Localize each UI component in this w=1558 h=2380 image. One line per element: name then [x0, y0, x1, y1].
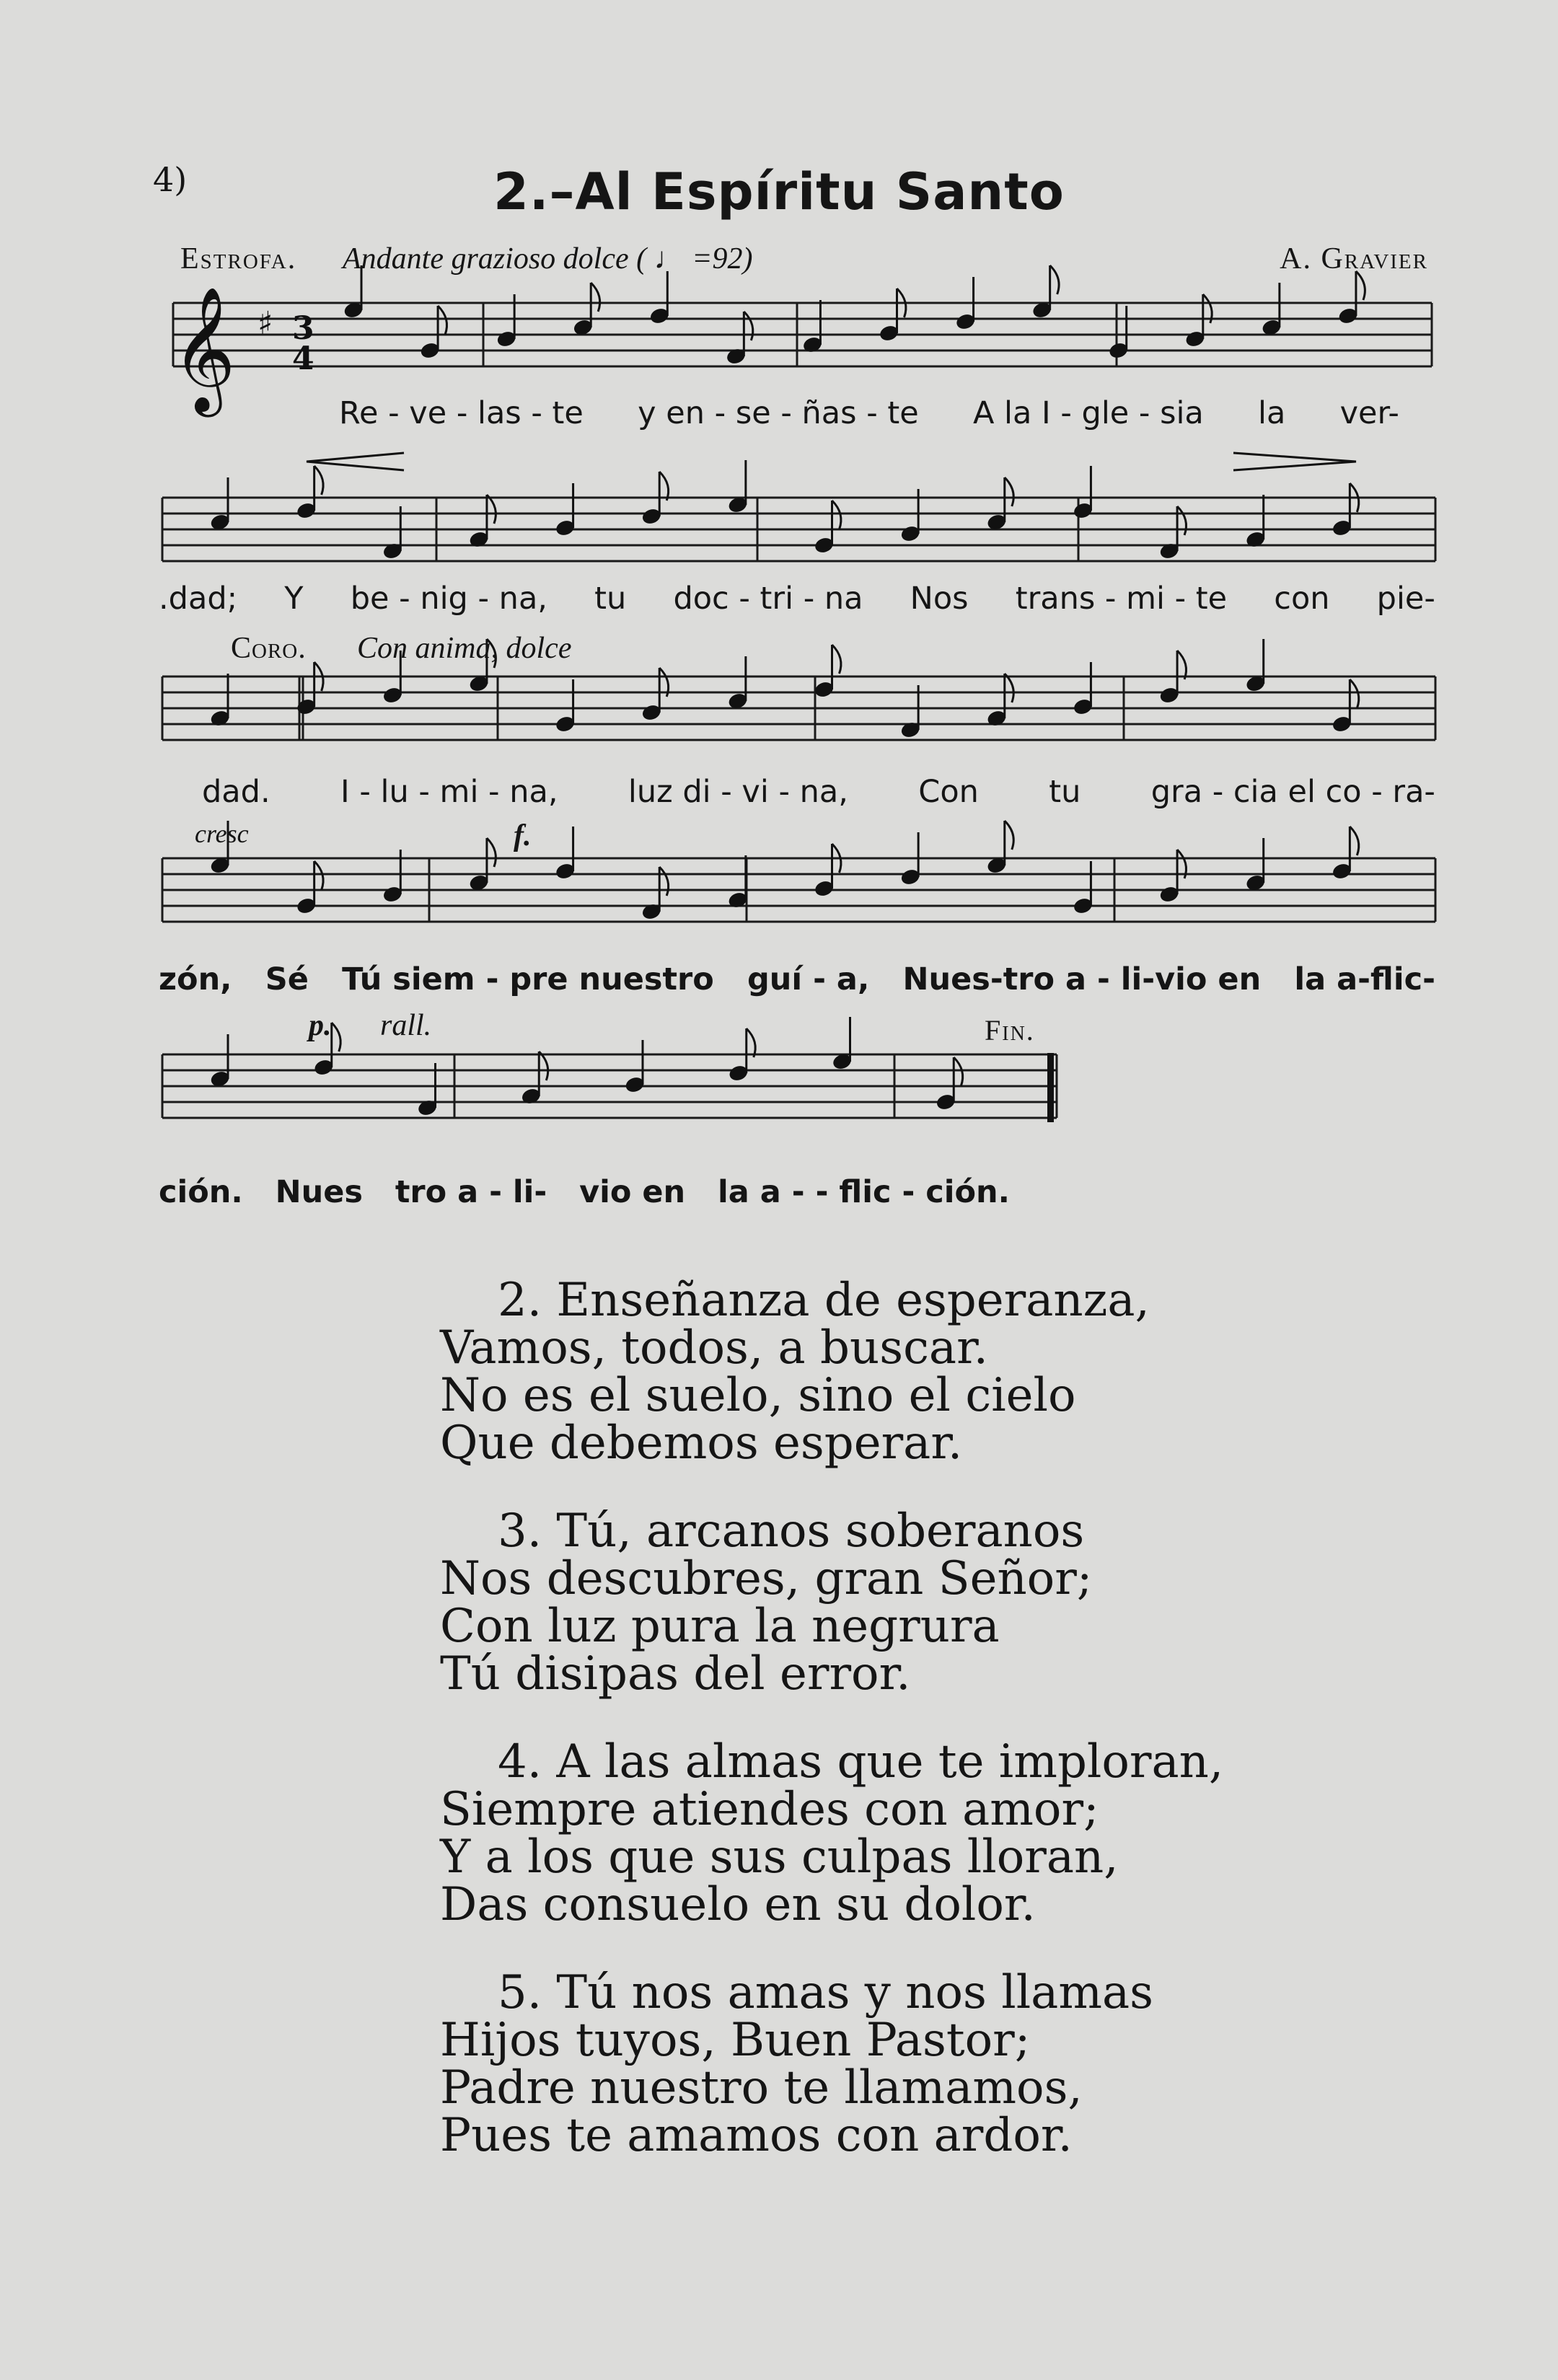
- lyric: Nues-tro a - li-vio en: [902, 961, 1262, 997]
- section-label: Estrofa.: [180, 242, 297, 276]
- sharp-icon: ♯: [258, 305, 273, 342]
- stanza: [440, 1274, 1223, 1470]
- time-signature-top: 3: [292, 310, 314, 347]
- note-flag: [1350, 827, 1358, 855]
- verse-line: Padre nuestro te llamamos,: [440, 2061, 1083, 2115]
- composer: A. Gravier: [1280, 242, 1428, 276]
- lyric: Y: [284, 581, 304, 617]
- note-flag: [744, 312, 752, 340]
- lyric: Con: [918, 774, 979, 810]
- lyric: tro a - li-: [395, 1174, 547, 1210]
- final-barline: [1047, 1053, 1054, 1122]
- song-title: 2.–Al Espíritu Santo: [493, 162, 1065, 221]
- lyrics-line-5: [159, 1174, 1010, 1210]
- note-flag: [1350, 679, 1358, 708]
- forte-marking: f.: [514, 819, 532, 852]
- verse-line: Y a los que sus culpas lloran,: [440, 1830, 1119, 1884]
- note-flag: [1177, 506, 1186, 535]
- lyric: pie-: [1376, 581, 1435, 617]
- note-flag: [1005, 674, 1013, 702]
- lyric: Nos: [910, 581, 969, 617]
- note-flag: [659, 867, 668, 896]
- verse-line: Pues te amamos con ardor.: [440, 2109, 1073, 2162]
- note-flag: [314, 466, 323, 495]
- verse-line: 5. Tú nos amas y nos llamas: [498, 1966, 1153, 2019]
- lyric: A la I - gle - sia: [972, 395, 1204, 431]
- note-flag: [832, 645, 841, 674]
- lyric: luz di - vi - na,: [628, 774, 848, 810]
- lyric: con: [1274, 581, 1330, 617]
- verse-line: 2. Enseñanza de esperanza,: [498, 1274, 1150, 1327]
- note-flag: [1177, 651, 1186, 679]
- lyric: dad.: [202, 774, 270, 810]
- lyric: tu: [594, 581, 627, 617]
- piano-marking: p.: [309, 1009, 332, 1042]
- stanza: [440, 1735, 1224, 1931]
- lyric: la: [1258, 395, 1286, 431]
- lyric: be - nig - na,: [350, 581, 547, 617]
- lyric: ción.: [159, 1174, 243, 1210]
- lyric: y en - se - ñas - te: [638, 395, 919, 431]
- tempo-marking: Andante grazioso dolce ( ♩ =92): [343, 242, 753, 276]
- note-flag: [954, 1057, 962, 1086]
- verse-line: Hijos tuyos, Buen Pastor;: [440, 2014, 1031, 2067]
- lyric: gra - cia el co - ra-: [1150, 774, 1435, 810]
- verses: [440, 1274, 1224, 2200]
- lyric: Sé: [265, 961, 309, 997]
- cresc-marking: cresc: [195, 819, 249, 848]
- lyric: la a-flic-: [1294, 961, 1435, 997]
- note-flag: [487, 495, 496, 524]
- verse-line: Das consuelo en su dolor.: [440, 1878, 1036, 1931]
- coro-marking: Con anima, dolce: [357, 632, 572, 665]
- decrescendo-hairpin: [1233, 453, 1356, 470]
- verse-line: Siempre atiendes con amor;: [440, 1783, 1099, 1836]
- lyric: tu: [1049, 774, 1081, 810]
- page-number: 4): [153, 160, 188, 199]
- note-flag: [332, 1023, 340, 1052]
- verse-line: Tú disipas del error.: [440, 1647, 911, 1701]
- lyrics-line-3: [202, 774, 1435, 810]
- crescendo-hairpin: [307, 453, 404, 470]
- note-flag: [832, 501, 841, 529]
- lyrics-line-1: [339, 395, 1399, 431]
- coro-label: Coro.: [231, 632, 307, 665]
- note-flag: [1356, 271, 1365, 300]
- lyric: Nues: [275, 1174, 363, 1210]
- note-flag: [487, 838, 496, 867]
- stanza: [440, 1504, 1223, 1701]
- note-flag: [438, 306, 446, 335]
- verse-line: Que debemos esperar.: [440, 1416, 963, 1470]
- verse-line: Con luz pura la negrura: [440, 1600, 1000, 1653]
- note-flag: [314, 861, 323, 890]
- lyric: la a - - flic - ción.: [718, 1174, 1010, 1210]
- lyric: Tú siem - pre nuestro: [342, 961, 714, 997]
- lyric: zón,: [159, 961, 232, 997]
- lyric: doc - tri - na: [673, 581, 863, 617]
- verse-line: 3. Tú, arcanos soberanos: [498, 1504, 1085, 1558]
- note-flag: [1050, 265, 1059, 294]
- time-signature-bottom: 4: [292, 340, 314, 377]
- note-flag: [747, 1028, 755, 1057]
- lyric: trans - mi - te: [1015, 581, 1228, 617]
- note-flag: [1005, 477, 1013, 506]
- lyrics-line-2: [159, 581, 1435, 617]
- verse-line: No es el suelo, sino el cielo: [440, 1369, 1076, 1422]
- lyric: vio en: [579, 1174, 686, 1210]
- lyric: .dad;: [159, 581, 238, 617]
- lyrics-line-4: [159, 961, 1435, 997]
- verse-line: 4. A las almas que te imploran,: [498, 1735, 1224, 1789]
- note-flag: [659, 472, 668, 501]
- verse-line: Nos descubres, gran Señor;: [440, 1552, 1093, 1605]
- lyric: guí - a,: [747, 961, 870, 997]
- verse-line: Vamos, todos, a buscar.: [440, 1321, 988, 1375]
- treble-clef-icon: 𝄞: [172, 286, 236, 412]
- note-flag: [539, 1052, 547, 1080]
- stanza: [440, 1966, 1223, 2162]
- lyric: ver-: [1339, 395, 1399, 431]
- rall-marking: rall.: [380, 1009, 432, 1042]
- lyric: I - lu - mi - na,: [340, 774, 558, 810]
- lyric: Re - ve - las - te: [339, 395, 584, 431]
- note-flag: [1005, 821, 1013, 850]
- note-flag: [591, 283, 599, 312]
- fin-marking: Fin.: [985, 1014, 1035, 1046]
